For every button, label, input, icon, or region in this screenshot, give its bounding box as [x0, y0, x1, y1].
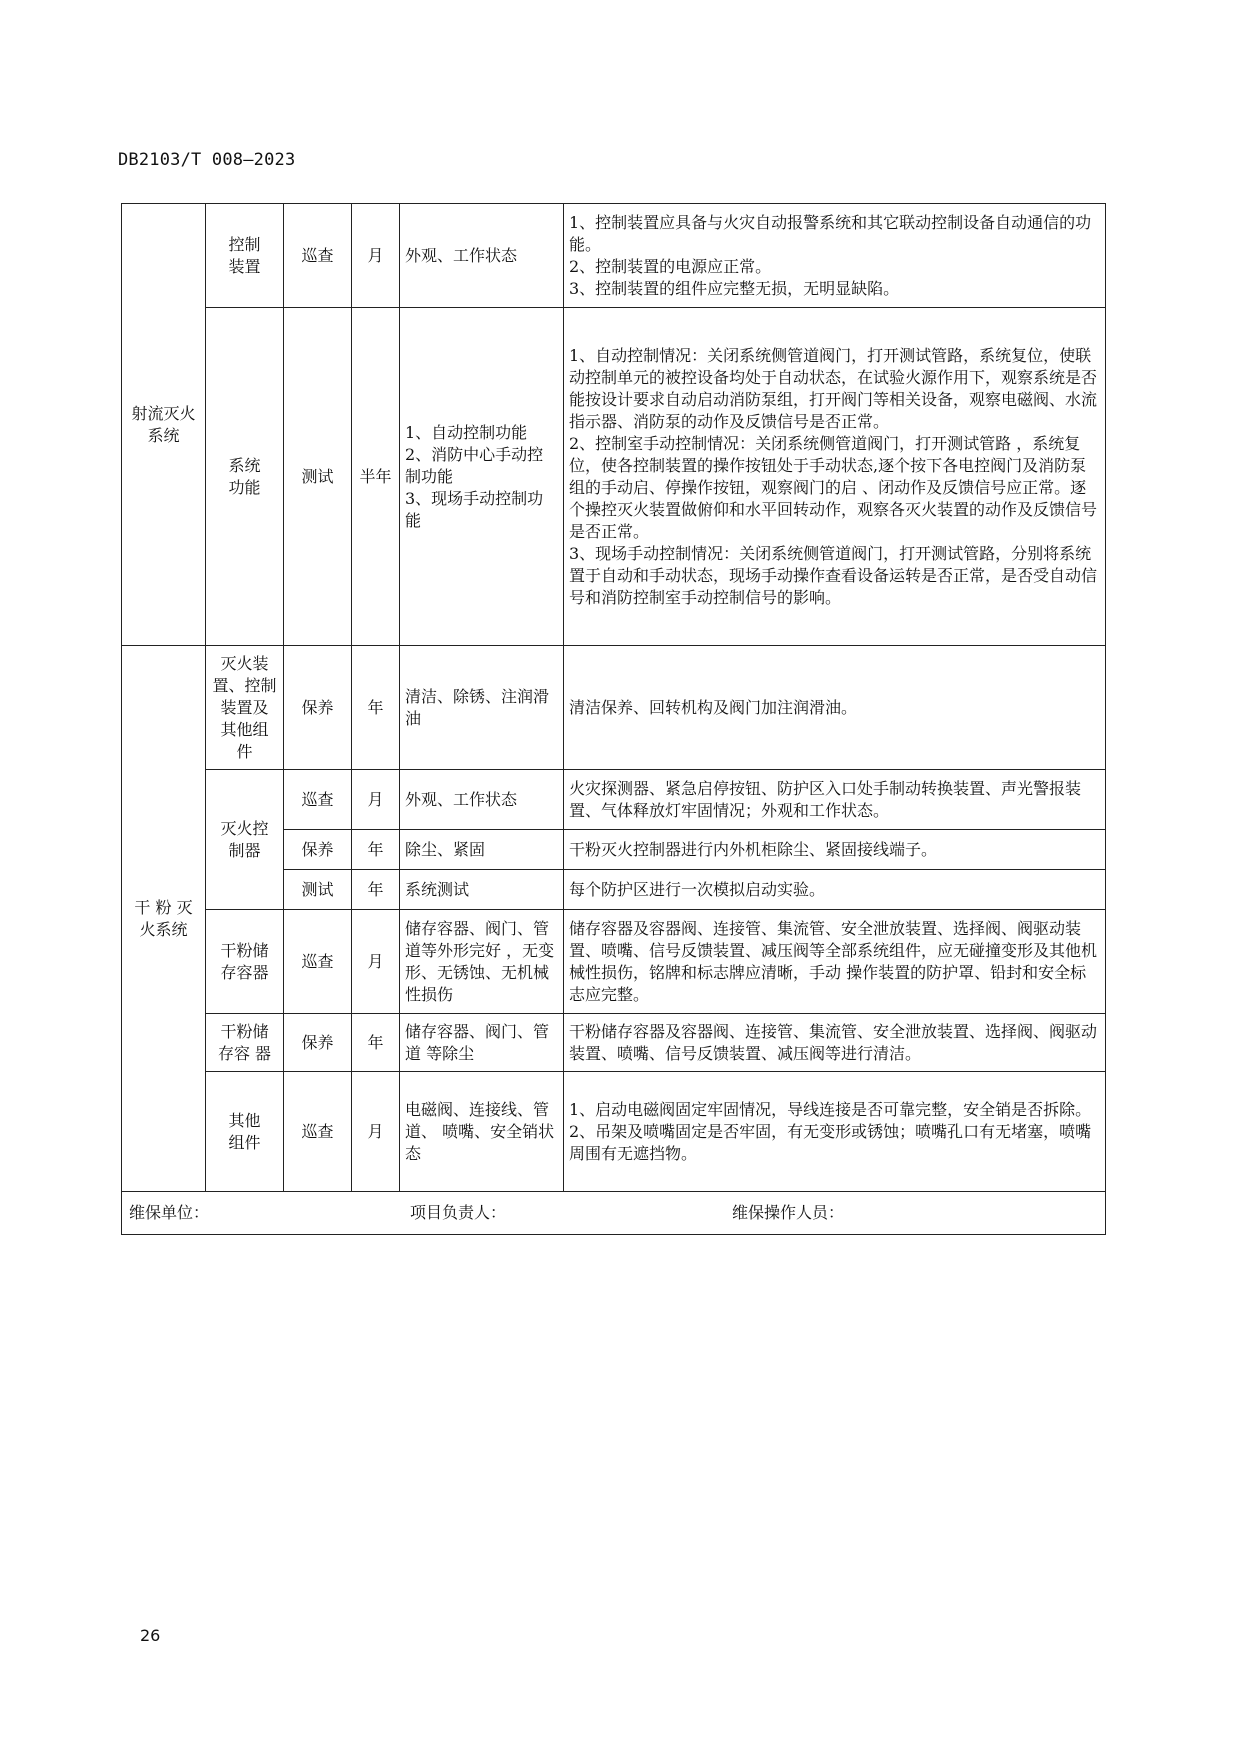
content-cell: 1、自动控制功能 2、消防中心手动控制功能 3、现场手动控制功能 — [400, 308, 564, 646]
cycle-cell: 年 — [352, 1014, 400, 1072]
system-name-cell — [122, 646, 206, 1192]
item-cell: 系统 功能 — [206, 308, 284, 646]
content-cell: 外观、工作状态 — [400, 770, 564, 830]
content-cell: 外观、工作状态 — [400, 204, 564, 308]
table-row — [122, 1072, 1106, 1192]
type-cell: 巡查 — [284, 1072, 352, 1192]
cycle-cell: 年 — [352, 830, 400, 870]
cycle-cell: 年 — [352, 646, 400, 770]
type-cell: 保养 — [284, 1014, 352, 1072]
item-cell: 干粉储 存容 器 — [206, 1014, 284, 1072]
page-number: 26 — [140, 1626, 161, 1645]
project-manager-label: 项目负责人： — [410, 1203, 507, 1222]
content-cell: 储存容器、阀门、管道等外形完好 ，无变形、无锈蚀、无机械性损伤 — [400, 910, 564, 1014]
table-row — [122, 1014, 1106, 1072]
requirement-cell: 1、自动控制情况：关闭系统侧管道阀门，打开测试管路，系统复位，使联动控制单元的被控设备均处于自动状态，在试验火源作用下，观察系统是否能按设计要求自动启动消防泵组，打开阀门等相关设备，观察电磁阀、水流指示器、消防泵的动作及反馈信号是否正常。 2、控制室手动控制情况：关闭系统侧管道阀门，打开测试管路 ，系统复位，使各控制装置的操作按钮处于手动状态,逐个按下各电控阀门及消防泵组的手动启、停操作按钮，观察阀门的启 、闭动作及反馈信号应正常。逐个操控灭火装置做俯仰和水平回转动作，观察各灭火装置的动作及反馈信号是否正常。 3、现场手动控制情况：关闭系统侧管道阀门，打开测试管路，分别将系统置于自动和手动状态，现场手动操作查看设备运转是否正常，是否受自动信号和消防控制室手动控制信号的影响。 — [564, 308, 1106, 646]
type-cell: 测试 — [284, 308, 352, 646]
table-row — [122, 770, 1106, 830]
item-cell: 控制 装置 — [206, 204, 284, 308]
requirement-cell: 每个防护区进行一次模拟启动实验。 — [564, 870, 1106, 910]
signature-cell — [122, 1192, 1106, 1235]
content-cell: 储存容器、阀门、管道 等除尘 — [400, 1014, 564, 1072]
cycle-cell: 月 — [352, 770, 400, 830]
item-cell: 灭火控 制器 — [206, 770, 284, 910]
requirement-cell: 火灾探测器、紧急启停按钮、防护区入口处手制动转换装置、声光警报装置、气体释放灯牢固情况；外观和工作状态。 — [564, 770, 1106, 830]
maintenance-unit-label: 维保单位： — [129, 1203, 210, 1222]
item-cell: 干粉储 存容器 — [206, 910, 284, 1014]
system-name: 干 粉 灭火系统 — [134, 897, 193, 939]
table-row — [122, 204, 1106, 308]
type-cell: 保养 — [284, 646, 352, 770]
type-cell: 测试 — [284, 870, 352, 910]
cycle-cell: 半年 — [352, 308, 400, 646]
system-name-cell — [122, 204, 206, 646]
type-cell: 巡查 — [284, 204, 352, 308]
system-name: 射流灭火系统 — [131, 403, 196, 445]
requirement-cell: 干粉储存容器及容器阀、连接管、集流管、安全泄放装置、选择阀、阀驱动装置、喷嘴、信号反馈装置、减压阀等进行清洁。 — [564, 1014, 1106, 1072]
content-cell: 除尘、紧固 — [400, 830, 564, 870]
maintenance-table — [121, 203, 1106, 1235]
operator-label: 维保操作人员： — [732, 1203, 845, 1222]
type-cell: 巡查 — [284, 910, 352, 1014]
requirement-cell: 1、启动电磁阀固定牢固情况，导线连接是否可靠完整，安全销是否拆除。 2、吊架及喷嘴固定是否牢固，有无变形或锈蚀；喷嘴孔口有无堵塞，喷嘴周围有无遮挡物。 — [564, 1072, 1106, 1192]
content-cell: 电磁阀、连接线、管道、 喷嘴、安全销状态 — [400, 1072, 564, 1192]
cycle-cell: 年 — [352, 870, 400, 910]
document-code: DB2103/T 008—2023 — [118, 150, 296, 170]
cycle-cell: 月 — [352, 1072, 400, 1192]
requirement-cell: 储存容器及容器阀、连接管、集流管、安全泄放装置、选择阀、阀驱动装置、喷嘴、信号反馈装置、减压阀等全部系统组件，应无碰撞变形及其他机械性损伤，铭牌和标志牌应清晰，手动 操作装置的防护罩、铅封和安全标志应完整。 — [564, 910, 1106, 1014]
type-cell: 保养 — [284, 830, 352, 870]
type-cell: 巡查 — [284, 770, 352, 830]
signature-row — [122, 1192, 1106, 1235]
cycle-cell: 月 — [352, 910, 400, 1014]
item-cell: 其他 组件 — [206, 1072, 284, 1192]
requirement-cell: 1、控制装置应具备与火灾自动报警系统和其它联动控制设备自动通信的功能。 2、控制装置的电源应正常。 3、控制装置的组件应完整无损，无明显缺陷。 — [564, 204, 1106, 308]
content-cell: 清洁、除锈、注润滑油 — [400, 646, 564, 770]
table-row — [122, 646, 1106, 770]
requirement-cell: 清洁保养、回转机构及阀门加注润滑油。 — [564, 646, 1106, 770]
requirement-cell: 干粉灭火控制器进行内外机柜除尘、紧固接线端子。 — [564, 830, 1106, 870]
content-cell: 系统测试 — [400, 870, 564, 910]
table-row — [122, 910, 1106, 1014]
cycle-cell: 月 — [352, 204, 400, 308]
table-row — [122, 308, 1106, 646]
item-cell: 灭火装 置、控制 装置及 其他组 件 — [206, 646, 284, 770]
